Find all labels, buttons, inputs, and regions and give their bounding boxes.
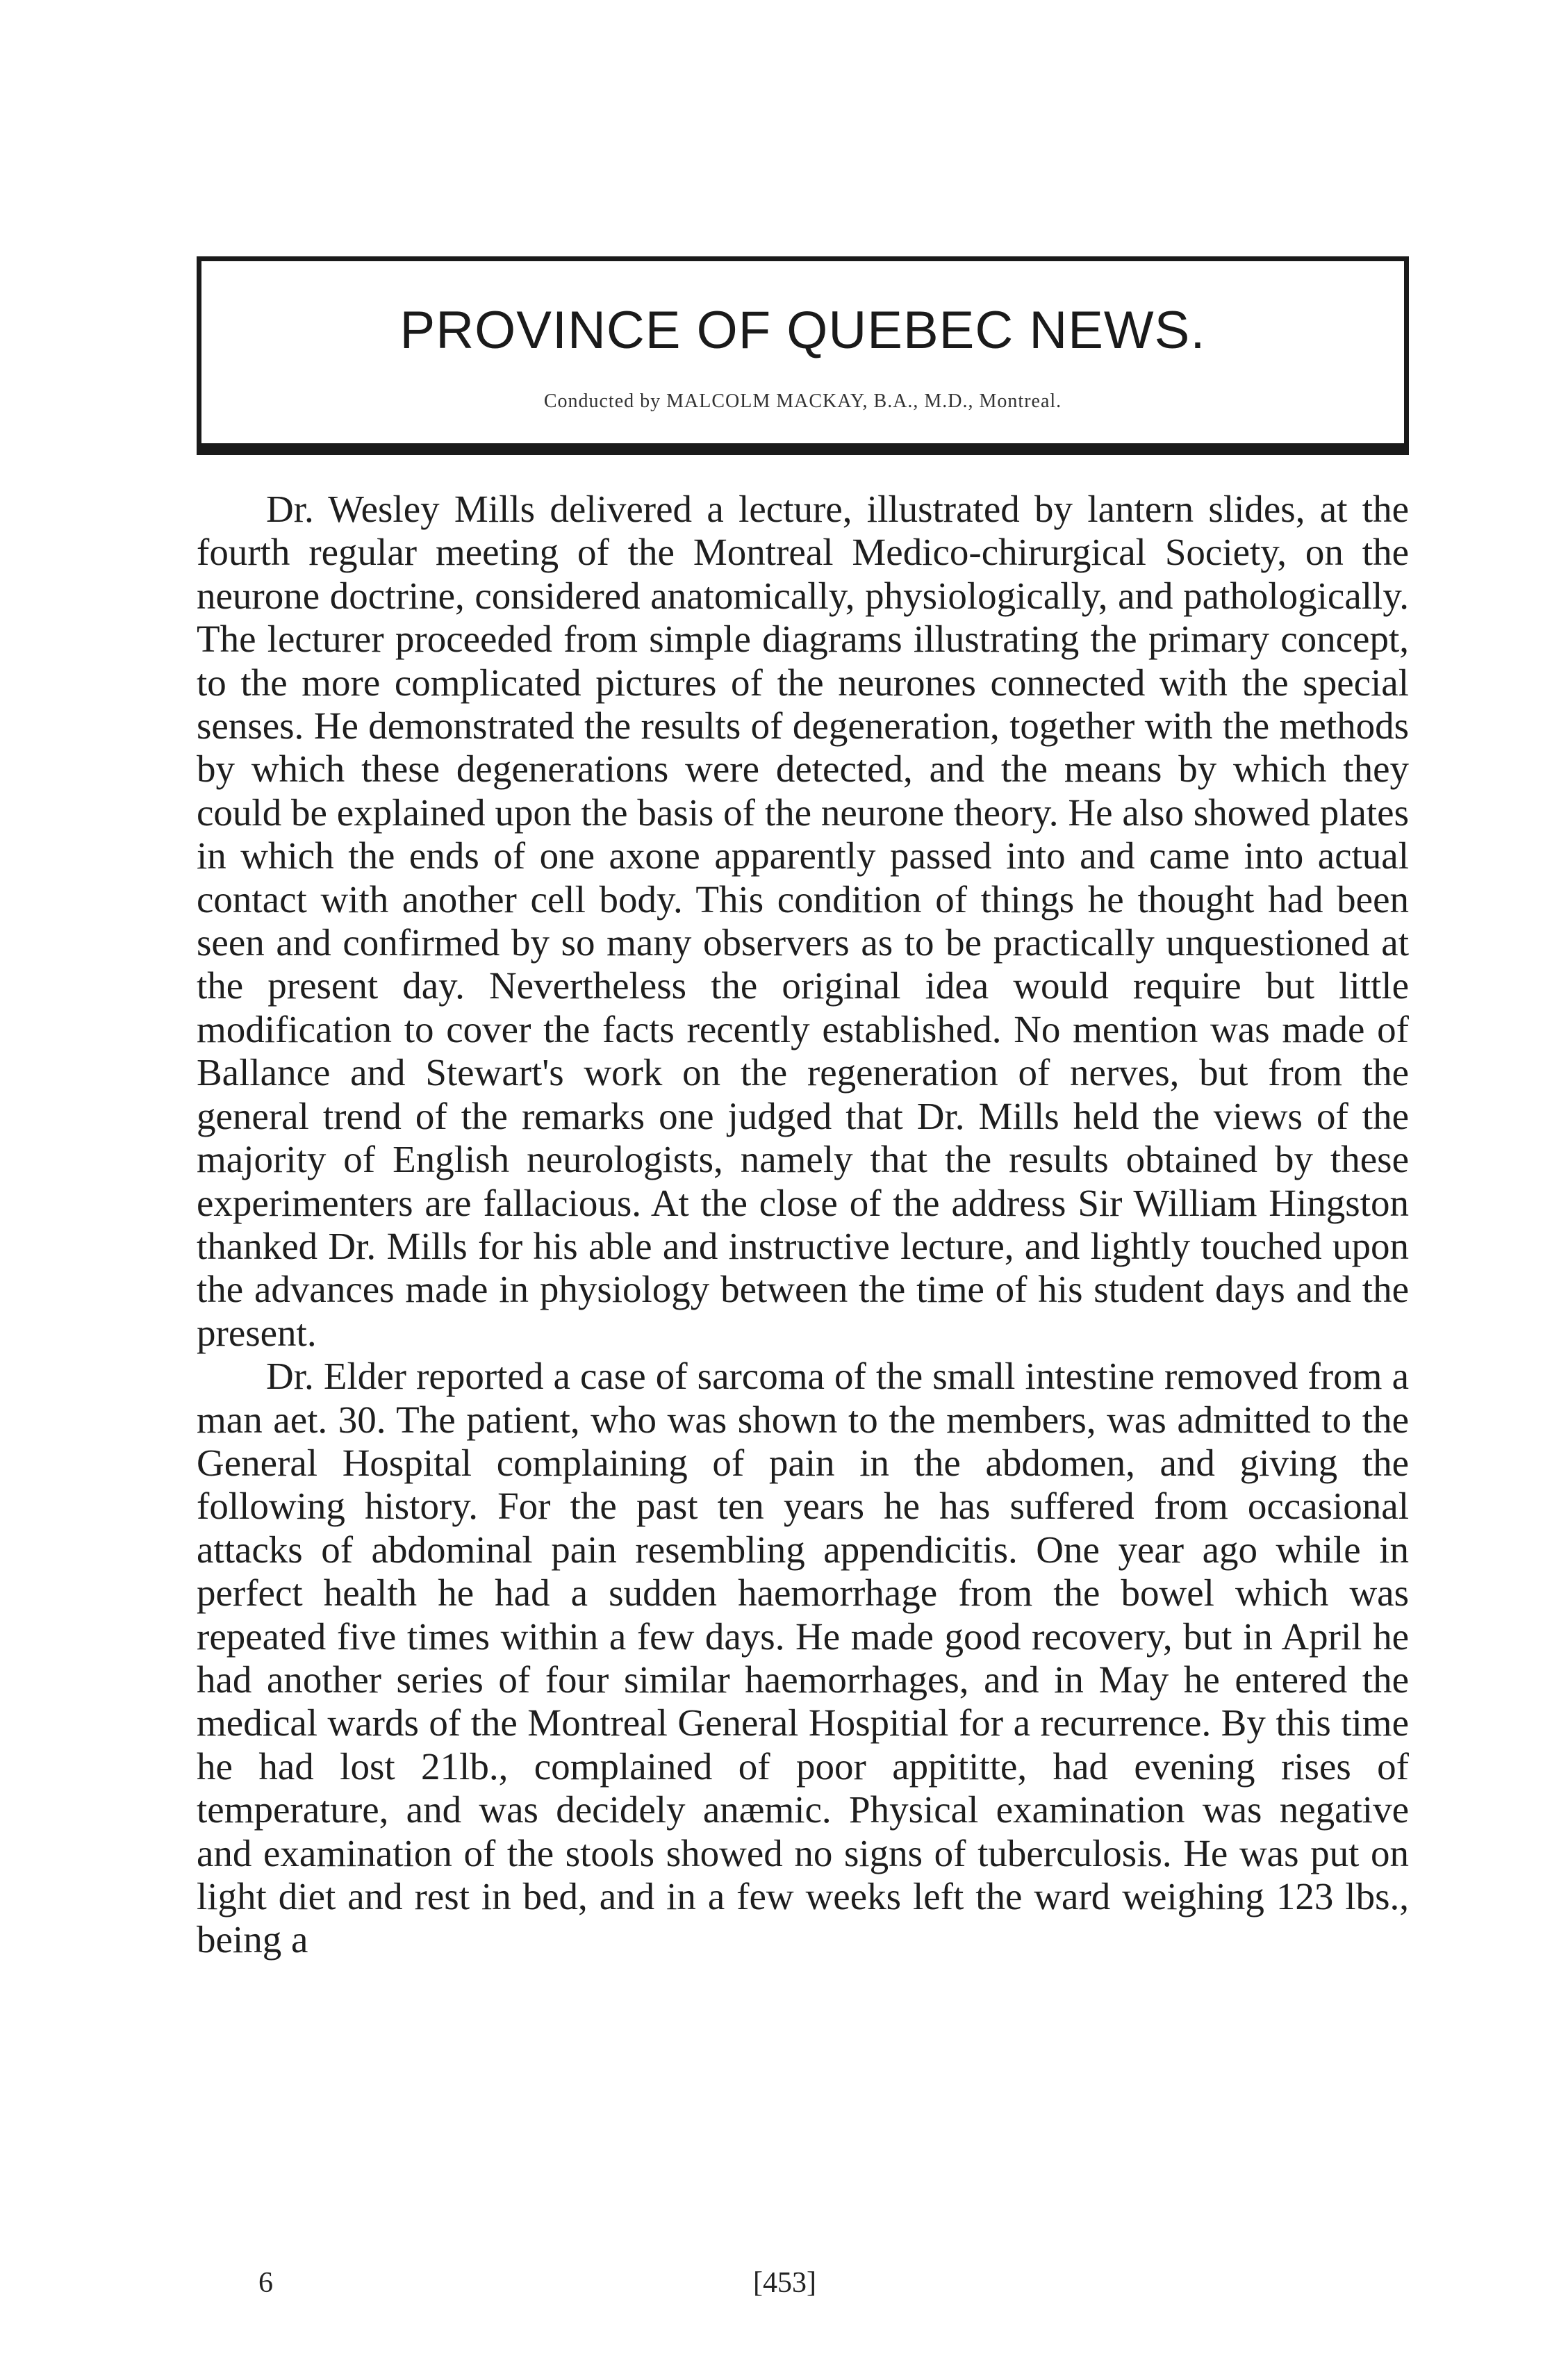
section-header-box: [197, 256, 1409, 455]
section-title: PROVINCE OF QUEBEC NEWS.: [399, 301, 1206, 360]
signature-mark: 6: [258, 2267, 273, 2299]
paragraph-mills-lecture: Dr. Wesley Mills delivered a lecture, illustrated by lantern slides, at the fourth regular meeting of the Montreal Medico-chirurgical Society, on the neurone doctrine, considered anatomically, physiologically, and pathologically. The lecturer proceeded from simple diagrams illustrating the primary concept, to the more complicated pictures of the neurones connected with the special senses. He demonstrated the results of degeneration, together with the methods by which these degenerations were detected, and the means by which they could be explained upon the basis of the neurone theory. He also showed plates in which the ends of one axone apparently passed into and came into actual contact with another cell body. This condition of things he thought had been seen and confirmed by so many observers as to be practically unquestioned at the present day. Nevertheless the original idea would require but little modification to cover the facts recently established. No mention was made of Ballance and Stewart's work on the regeneration of nerves, but from the general trend of the remarks one judged that Dr. Mills held the views of the majority of English neurologists, namely that the results obtained by these experimenters are fallacious. At the close of the address Sir William Hingston thanked Dr. Mills for his able and instructive lecture, and lightly touched upon the advances made in physiology between the time of his student days and the present.: [197, 488, 1409, 1354]
page-number: [453]: [753, 2267, 816, 2299]
section-conductor-line: Conducted by MALCOLM MACKAY, B.A., M.D., Montreal.: [543, 390, 1062, 412]
article-body: [197, 488, 1409, 1962]
paragraph-elder-case: Dr. Elder reported a case of sarcoma of the small intestine removed from a man aet. 30. The patient, who was shown to the members, was admitted to the General Hospital complaining of pain in the abdomen, and giving the following history. For the past ten years he has suffered from occasional attacks of abdominal pain resembling appendicitis. One year ago while in perfect health he had a sudden haemorrhage from the bowel which was repeated five times within a few days. He made good recovery, but in April he had another series of four similar haemorrhages, and in May he entered the medical wards of the Montreal General Hospitial for a recurrence. By this time he had lost 21lb., complained of poor appititte, had evening rises of temperature, and was decidely anæmic. Physical examination was negative and examination of the stools showed no signs of tuberculosis. He was put on light diet and rest in bed, and in a few weeks left the ward weighing 123 lbs., being a: [197, 1355, 1409, 1961]
